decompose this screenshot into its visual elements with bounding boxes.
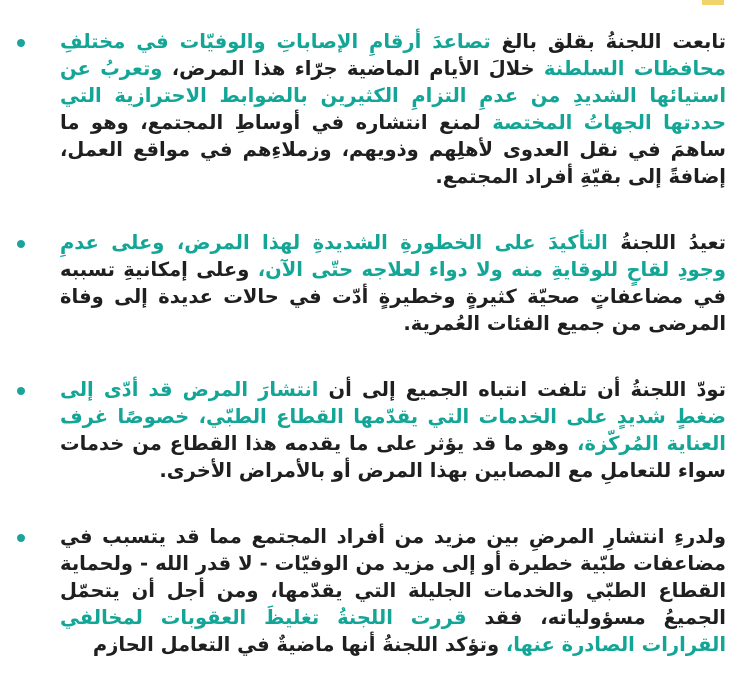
highlight-segment: وتعربُ عن استيائها الشديدِ من عدمِ التزامِ الكثيرين بالضوابط الاحترازية التي حددتها الجهاتُ المختصة [60, 57, 726, 134]
text-segment: ولدرءِ انتشارِ المرضِ بين مزيد من أفراد المجتمع مما قد يتسبب في مضاعفات طبّية خطيرة أو إلى مزيد من الوفيّات - لا قدر الله - ولحماية القطاع الطبّي والخدمات الجليلة التي يقدّمها، ومن أجل أن يتحمّل الجميعُ مسؤولياته، فقد [60, 525, 726, 629]
top-accent-bar [702, 0, 724, 5]
paragraph-4 [60, 523, 726, 658]
paragraph-2 [60, 229, 726, 337]
bullet-dot-icon [17, 39, 25, 47]
text-segment: تودّ اللجنةُ أن تلفت انتباه الجميع إلى أن [318, 378, 726, 401]
paragraph-3 [60, 376, 726, 484]
highlight-segment: وعلى عدمِ وجودِ لقاحٍ للوقايةِ منه ولا دواء لعلاجه حتّى الآن، [60, 231, 726, 281]
text-segment: خلالَ الأيام الماضية جرّاء هذا المرض، [162, 57, 544, 80]
text-segment: وعلى إمكانيةِ تسببه في مضاعفاتٍ صحيّة كثيرةٍ وخطيرةٍ أدّت في حالات عديدة إلى وفاة المرضى من جميع الفئات العُمرية. [60, 258, 726, 335]
text-segment: لمنع انتشاره في أوساطِ المجتمع، وهو ما ساهمَ في نقل العدوى لأهلِهم وذويهم، وزملاءِهم في مواقع العمل، إضافةً إلى بقيّةِ أفراد المجتمع. [60, 111, 726, 188]
text-segment: تابعت اللجنةُ بقلق بالغ [490, 30, 726, 53]
highlight-segment: قررت اللجنةُ تغليظَ العقوبات لمخالفي القرارات الصادرة عنها، [60, 606, 726, 656]
text-segment: وتؤكد اللجنةُ أنها ماضيةٌ في التعامل الحازم [92, 633, 506, 656]
bullet-dot-icon [17, 387, 25, 395]
highlight-segment: تصاعدَ أرقامِ الإصاباتِ والوفيّات في مختلفِ محافظات السلطنة [60, 30, 726, 80]
text-segment: وهو ما قد يؤثر على ما يقدمه هذا القطاع من خدمات سواء للتعاملِ مع المصابين بهذا المرض أو بالأمراض الأخرى. [60, 432, 726, 482]
highlight-segment: التأكيدَ على الخطورةِ الشديدةِ لهذا المرض، [176, 231, 608, 254]
bullet-dot-icon [17, 240, 25, 248]
highlight-segment: انتشارَ المرض قد أدّى إلى ضغطٍ شديدٍ على الخدمات التي يقدّمها القطاع الطبّي، خصوصًا غرف العناية المُركّزة، [60, 378, 726, 455]
text-segment [164, 231, 176, 254]
bullet-dot-icon [17, 534, 25, 542]
document-body [60, 28, 726, 697]
text-segment: تعيدُ اللجنةُ [607, 231, 727, 254]
paragraph-1 [60, 28, 726, 190]
